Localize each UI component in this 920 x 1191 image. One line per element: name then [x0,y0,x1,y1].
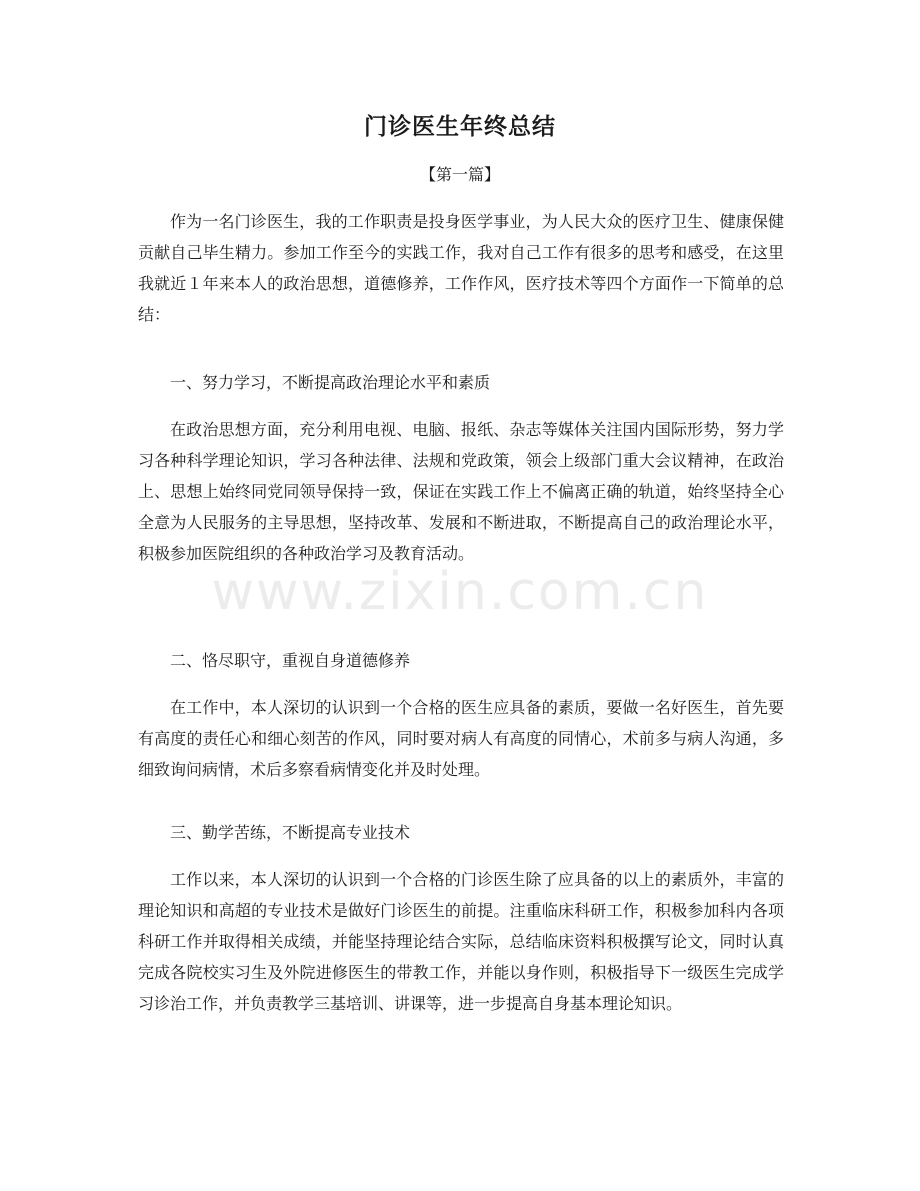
paragraph-3: 工作以来，本人深切的认识到一个合格的门诊医生除了应具备的以上的素质外，丰富的理论知识和高超的专业技术是做好门诊医生的前提。注重临床科研工作，积极参加科内各项科研工作并取得相关成绩，并能坚持理论结合实际，总结临床资料积极撰写论文，同时认真完成各院校实习生及外院进修医生的带教工作，并能以身作则，积极指导下一级医生完成学习诊治工作，并负责教学三基培训、讲课等，进一步提高自身基本理论知识。 [138,870,784,1013]
paragraph-1: 在政治思想方面，充分利用电视、电脑、报纸、杂志等媒体关注国内国际形势，努力学习各种科学理论知识，学习各种法律、法规和党政策，领会上级部门重大会议精神，在政治上、思想上始终同党同领导保持一致，保证在实践工作上不偏离正确的轨道，始终坚持全心全意为人民服务的主导思想，坚持改革、发展和不断进取，不断提高自己的政治理论水平，积极参加医院组织的各种政治学习及教育活动。 [138,420,784,563]
section-heading-2: 二、恪尽职守，重视自身道德修养 [170,651,411,670]
intro-paragraph: 作为一名门诊医生，我的工作职责是投身医学事业，为人民大众的医疗卫生、健康保健贡献自己毕生精力。参加工作至今的实践工作，我对自己工作有很多的思考和感受，在这里我就近１年来本人的政治思想，道德修养，工作作风，医疗技术等四个方面作一下简单的总结： [138,212,784,324]
paragraph-2: 在工作中，本人深切的认识到一个合格的医生应具备的素质，要做一名好医生，首先要有高度的责任心和细心刻苦的作风，同时要对病人有高度的同情心，术前多与病人沟通，多细致询问病情，术后多察看病情变化并及时处理。 [138,698,784,779]
section-heading-1: 一、努力学习，不断提高政治理论水平和素质 [170,373,491,392]
section-label: 【第一篇】 [419,165,500,184]
section-heading-3: 三、勤学苦练，不断提高专业技术 [170,823,411,842]
watermark: www.zixin.com.cn [211,562,709,622]
page-title: 门诊医生年终总结 [364,114,556,140]
